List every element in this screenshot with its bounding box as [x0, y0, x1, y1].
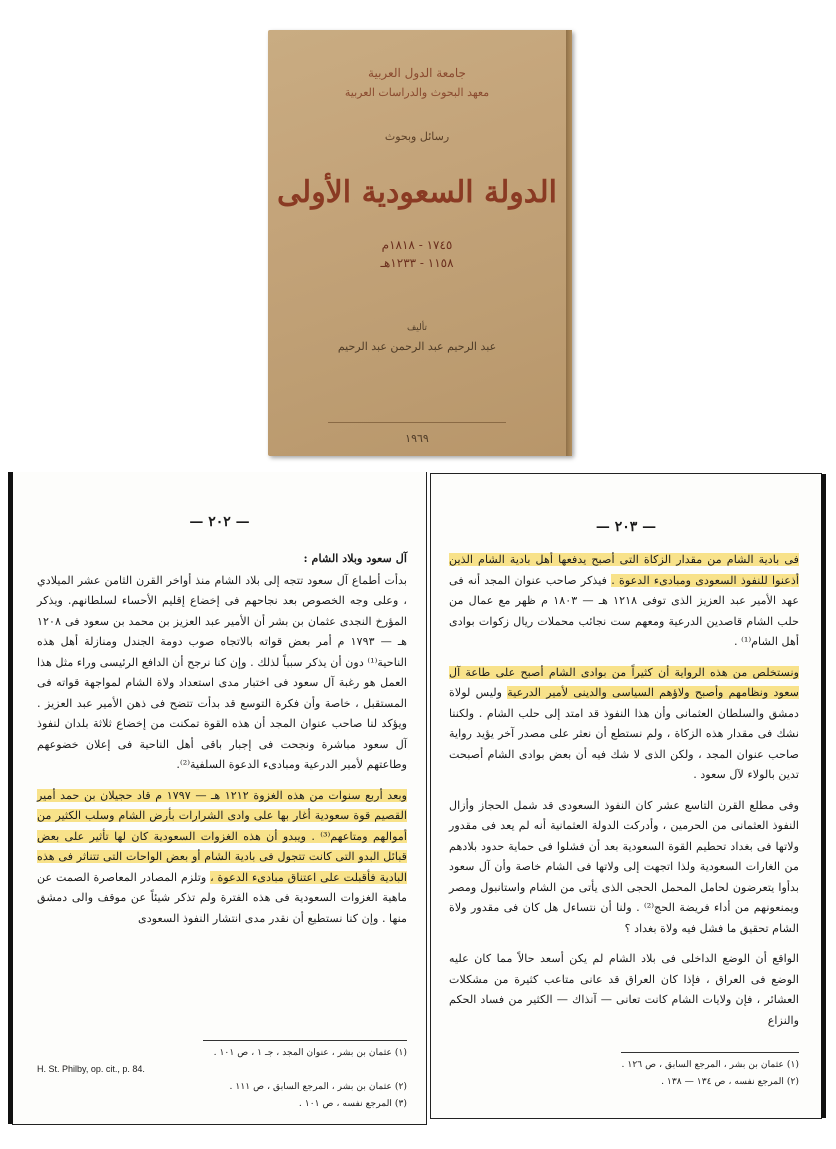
- page-202: [12, 472, 427, 1125]
- paragraph: بدأت أطماع آل سعود تتجه إلى بلاد الشام منذ أواخر القرن الثامن عشر الميلادي ، وعلى وجه الخصوص بعد نجاحهم فى إخضاع إقليم الأحساء لسلطانهم. ويذكر المؤرخ النجدى عثمان بن بشر أن الأمير عبد العزيز بن محمد بن سعود فى ١٢٠٨ هـ — ١٧٩٣ م أمر بعض قواته بالاتجاه صوب دومة الجندل ومنازلة أهل هذه الناحية⁽¹⁾ دون أن يذكر سبباً لذلك . وإن كنا نرجح أن الدافع الرئيسى وراء مثل هذا العمل هو رغبة آل سعود فى اختبار مدى استعداد ولاة الشام لمواجهة قواته فى المستقبل ، خاصة وأن فكرة التوسع قد بدأت تتضح فى ذهن الأمير عبد العزيز . ويؤكد لنا صاحب عنوان المجد أن هذه القوة تمكنت من إخضاع ثلاثة بلدان لنفوذ آل سعود مباشرة ونجحت فى إجبار باقى أهل الناحية فى إعلان خضوعهم وطاعتهم لأمير الدرعية ومبادىء الدعوة السلفية⁽²⁾.: [37, 573, 407, 771]
- footnote: (٢) عثمان بن بشر ، المرجع السابق ، ص ١١١ .: [229, 1081, 407, 1092]
- cover-year: ١٩٦٩: [405, 432, 429, 445]
- paragraph-text: فيذكر صاحب عنوان المجد أنه فى عهد الأمير عبد العزيز الذى توفى ١٢١٨ هـ — ١٨٠٣ م ظهر مع عمال من حلب الشام قاصدين الدرعية ومعهم ست نجائب محملات ريال زكوات بوادى أهل الشام⁽¹⁾ .: [449, 573, 799, 648]
- footnote: H. St. Philby, op. cit., p. 84.: [37, 1064, 145, 1074]
- highlighted-text: وبعد أربع سنوات من هذه الغزوة ١٢١٢ هـ — ١٧٩٧ م قاد حجيلان بن حمد أمير القصيم قوة سعودية أغار بها على وادى الشرارات بأرض الشام وسلب الكثير من أموالهم ومتاعهم⁽³⁾ . ويبدو أن هذه الغزوات السعودية كان لها تأثير على بعض قبائل البدو التى كانت تتجول فى بادية الشام أو بعض الواحات التى تتناثر فى هذه البادية فأقبلت على اعتناق مبادىء الدعوة ،: [37, 788, 407, 884]
- cover-divider: [328, 422, 506, 423]
- paragraph: وفى مطلع القرن التاسع عشر كان النفوذ السعودى قد شمل الحجاز وأزال النفوذ العثمانى من الحرمين ، وأدركت الدولة العثمانية أنه لم يعد فى مقدور ولاتها فى بغداد تحطيم القوة السعودية بعد أن فشلوا فى حماية حدود بلادهم من الغارات السعودية ولذا اتجهت إلى ولاتها فى الشام خاصة وأن آل سعود بدأوا يتعرضون لحامل المحمل الحجى الذى يأتى من الشام واستانبول ومصر ويمنعونهم من أداء فريضة الحج⁽²⁾ . ولنا أن نتساءل هل كان فى مقدور ولاة الشام تحقيق ما فشل فيه ولاة بغداد ؟: [449, 798, 799, 935]
- footnote: (٣) المرجع نفسه ، ص ١٠١ .: [298, 1098, 407, 1109]
- cover-series: رسائل وبحوث: [384, 130, 450, 143]
- cover-institute: معهد البحوث والدراسات العربية: [344, 86, 490, 99]
- footnote: (١) عثمان بن بشر ، المرجع السابق ، ص ١٢٦ .: [621, 1059, 799, 1070]
- page-edge-left: [8, 472, 13, 1124]
- page-203-body: [449, 550, 799, 1031]
- cover-date-ah: ١١٥٨ - ١٢٣٣هـ: [380, 256, 454, 270]
- footnote-divider: [203, 1040, 407, 1041]
- footnotes: [449, 1056, 799, 1090]
- paragraph-text: وليس لولاة دمشق والسلطان العثمانى وأن هذا النفوذ قد امتد إلى حلب الشام . ولكننا نشك فى مقدار هذه الزكاة ، ولم نستطع أن نعثر على مصدر آخر يؤيد رواية صاحب عنوان المجد ، ولكن الذى لا شك فيه أن بعض بوادى الشام أصبحت تدين بالولاء لآل سعود .: [449, 686, 799, 781]
- footnote-divider: [621, 1052, 799, 1053]
- footnote: (١) عثمان بن بشر ، عنوان المجد ، جـ ١ ، ص ١٠١ .: [213, 1047, 407, 1058]
- cover-date-ad: ١٧٤٥ - ١٨١٨م: [381, 238, 453, 252]
- page-202-body: [37, 548, 407, 929]
- cover-by-label: تأليف: [406, 323, 428, 333]
- page-number: — ٢٠٢ —: [189, 514, 250, 530]
- highlighted-text: ونستخلص من هذه الرواية أن كثيراً من بوادى الشام أصبح على طاعة آل سعود ونظامهم وأصبح ولاؤهم السياسى والدينى لأمير الدرعية: [449, 665, 799, 699]
- paragraph: [37, 786, 407, 930]
- footnotes: [37, 1044, 407, 1112]
- cover-title: الدولة السعودية الأولى: [277, 175, 557, 210]
- section-heading: آل سعود وبلاد الشام :: [303, 551, 407, 565]
- paragraph: الواقع أن الوضع الداخلى فى بلاد الشام لم يكن أسعد حالاً مما كان عليه الوضع فى العراق ، فإذا كان العراق قد عانى متاعب كثيرة من مشكلات العشائر ، فإن ولايات الشام كانت تعانى — آنذاك — الكثير من فساد الحكم والنزاع: [449, 952, 799, 1027]
- footnote: (٢) المرجع نفسه ، ص ١٣٤ — ١٣٨ .: [661, 1076, 799, 1087]
- cover-university: جامعة الدول العربية: [368, 66, 466, 80]
- paragraph: [449, 550, 799, 653]
- paragraph: [449, 663, 799, 786]
- page-edge-right: [821, 474, 826, 1118]
- page-number: — ٢٠٣ —: [595, 519, 657, 535]
- page-203: [430, 473, 822, 1119]
- highlighted-text: فى بادية الشام من مقدار الزكاة التى أصبح يدفعها أهل بادية الشام الذين أذعنوا للنفوذ السعودى ومبادىء الدعوة .: [449, 553, 799, 587]
- cover-author: عبد الرحيم عبد الرحمن عبد الرحيم: [337, 340, 497, 353]
- paragraph-text: وتلزم المصادر المعاصرة الصمت عن ماهية الغزوات السعودية فى هذه الفترة ولم تذكر شيئاً عن موقف والى دمشق منها . وإن كنا نستطيع أن نقدر مدى انتشار النفوذ السعودى: [37, 870, 407, 925]
- book-cover: [268, 30, 572, 456]
